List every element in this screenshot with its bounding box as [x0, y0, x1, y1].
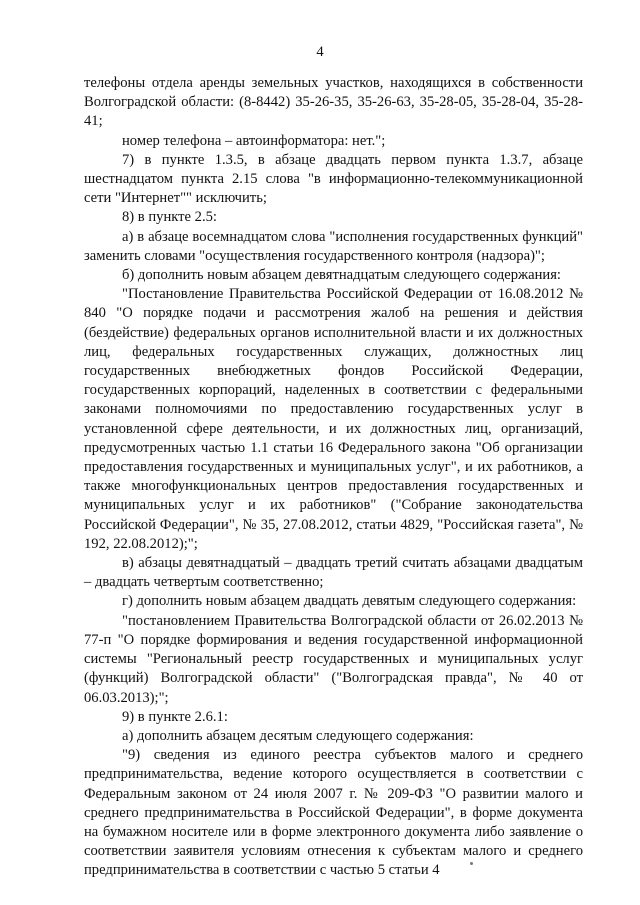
paragraph-item-8: 8) в пункте 2.5: [122, 209, 217, 226]
paragraph-item-7: 7) в пункте 1.3.5, в абзаце двадцать первом пункта 1.3.7, абзаце шестнадцатом пункта 2.15 слова "в информационно-телекоммуникационной сети "Интернет"" исключить; [84, 151, 583, 207]
paragraph-item-8g: г) дополнить новым абзацем двадцать девятым следующего содержания: [122, 593, 577, 610]
paragraph-item-8a: а) в абзаце восемнадцатом слова "исполнения государственных функций" заменить словами "осуществления государственного контроля (надзора)"; [84, 228, 583, 264]
paragraph-autoinformer: номер телефона – автоинформатора: нет."; [122, 132, 386, 149]
paragraph-decree-77p: "постановлением Правительства Волгоградской области от 26.02.2013 № 77-п "О порядке формирования и ведения государственной информационной системы "Региональный реестр государственных и муниципальных услуг (функций) Волгоградской области" ("Волгоградская правда", № 40 от 06.03.2013);"; [84, 612, 583, 706]
paragraph-item-9: 9) в пункте 2.6.1: [122, 708, 228, 725]
page-number: 4 [316, 44, 324, 60]
paragraph-phones: телефоны отдела аренды земельных участков, находящихся в собственности Волгоградской области: (8-8442) 35-26-35, 35-26-63, 35-28-05, 35-28-04, 35-28-41; [84, 75, 583, 130]
paragraph-item-8b: б) дополнить новым абзацем девятнадцатым следующего содержания: [122, 267, 561, 284]
paragraph-decree-840: "Постановление Правительства Российской Федерации от 16.08.2012 № 840 "О порядке подачи и рассмотрения жалоб на решения и действия (бездействие) федеральных органов исполнительной власти и их должностных лиц, федеральных государственных служащих, должностных лиц государственных внебюджетных фондов Российской Федерации, государственных корпораций, наделенных в соответствии с федеральными законами полномочиями по предоставлению государственных услуг в установленной сфере деятельности, и их должностных лиц, организаций, предусмотренных частью 1.1 статьи 16 Федерального закона "Об организации предоставления государственных и муниципальных услуг", и их работников, а также многофункциональных центров предоставления государственных и муниципальных услуг и их работников" ("Собрание законодательства Российской Федерации", № 35, 27.08.2012, статьи 4829, "Российская газета", № 192, 22.08.2012);"; [84, 286, 583, 552]
paragraph-item-8v: в) абзацы девятнадцатый – двадцать третий считать абзацами двадцатым – двадцать четвертым соответственно; [84, 555, 583, 591]
document-body [84, 74, 583, 881]
paragraph-item-9a: а) дополнить абзацем десятым следующего содержания: [122, 727, 474, 744]
scan-speck [470, 862, 473, 865]
paragraph-sme-registry: "9) сведения из единого реестра субъектов малого и среднего предпринимательства, ведение которого осуществляется в соответствии с Федеральным законом от 24 июля 2007 г. № 209-ФЗ "О развитии малого и среднего предпринимательства в Российской Федерации", в форме документа на бумажном носителе или в форме электронного документа либо заявление о соответствии заявителя условиям отнесения к субъектам малого и среднего предпринимательства в соответствии с частью 5 статьи 4 [84, 747, 583, 879]
